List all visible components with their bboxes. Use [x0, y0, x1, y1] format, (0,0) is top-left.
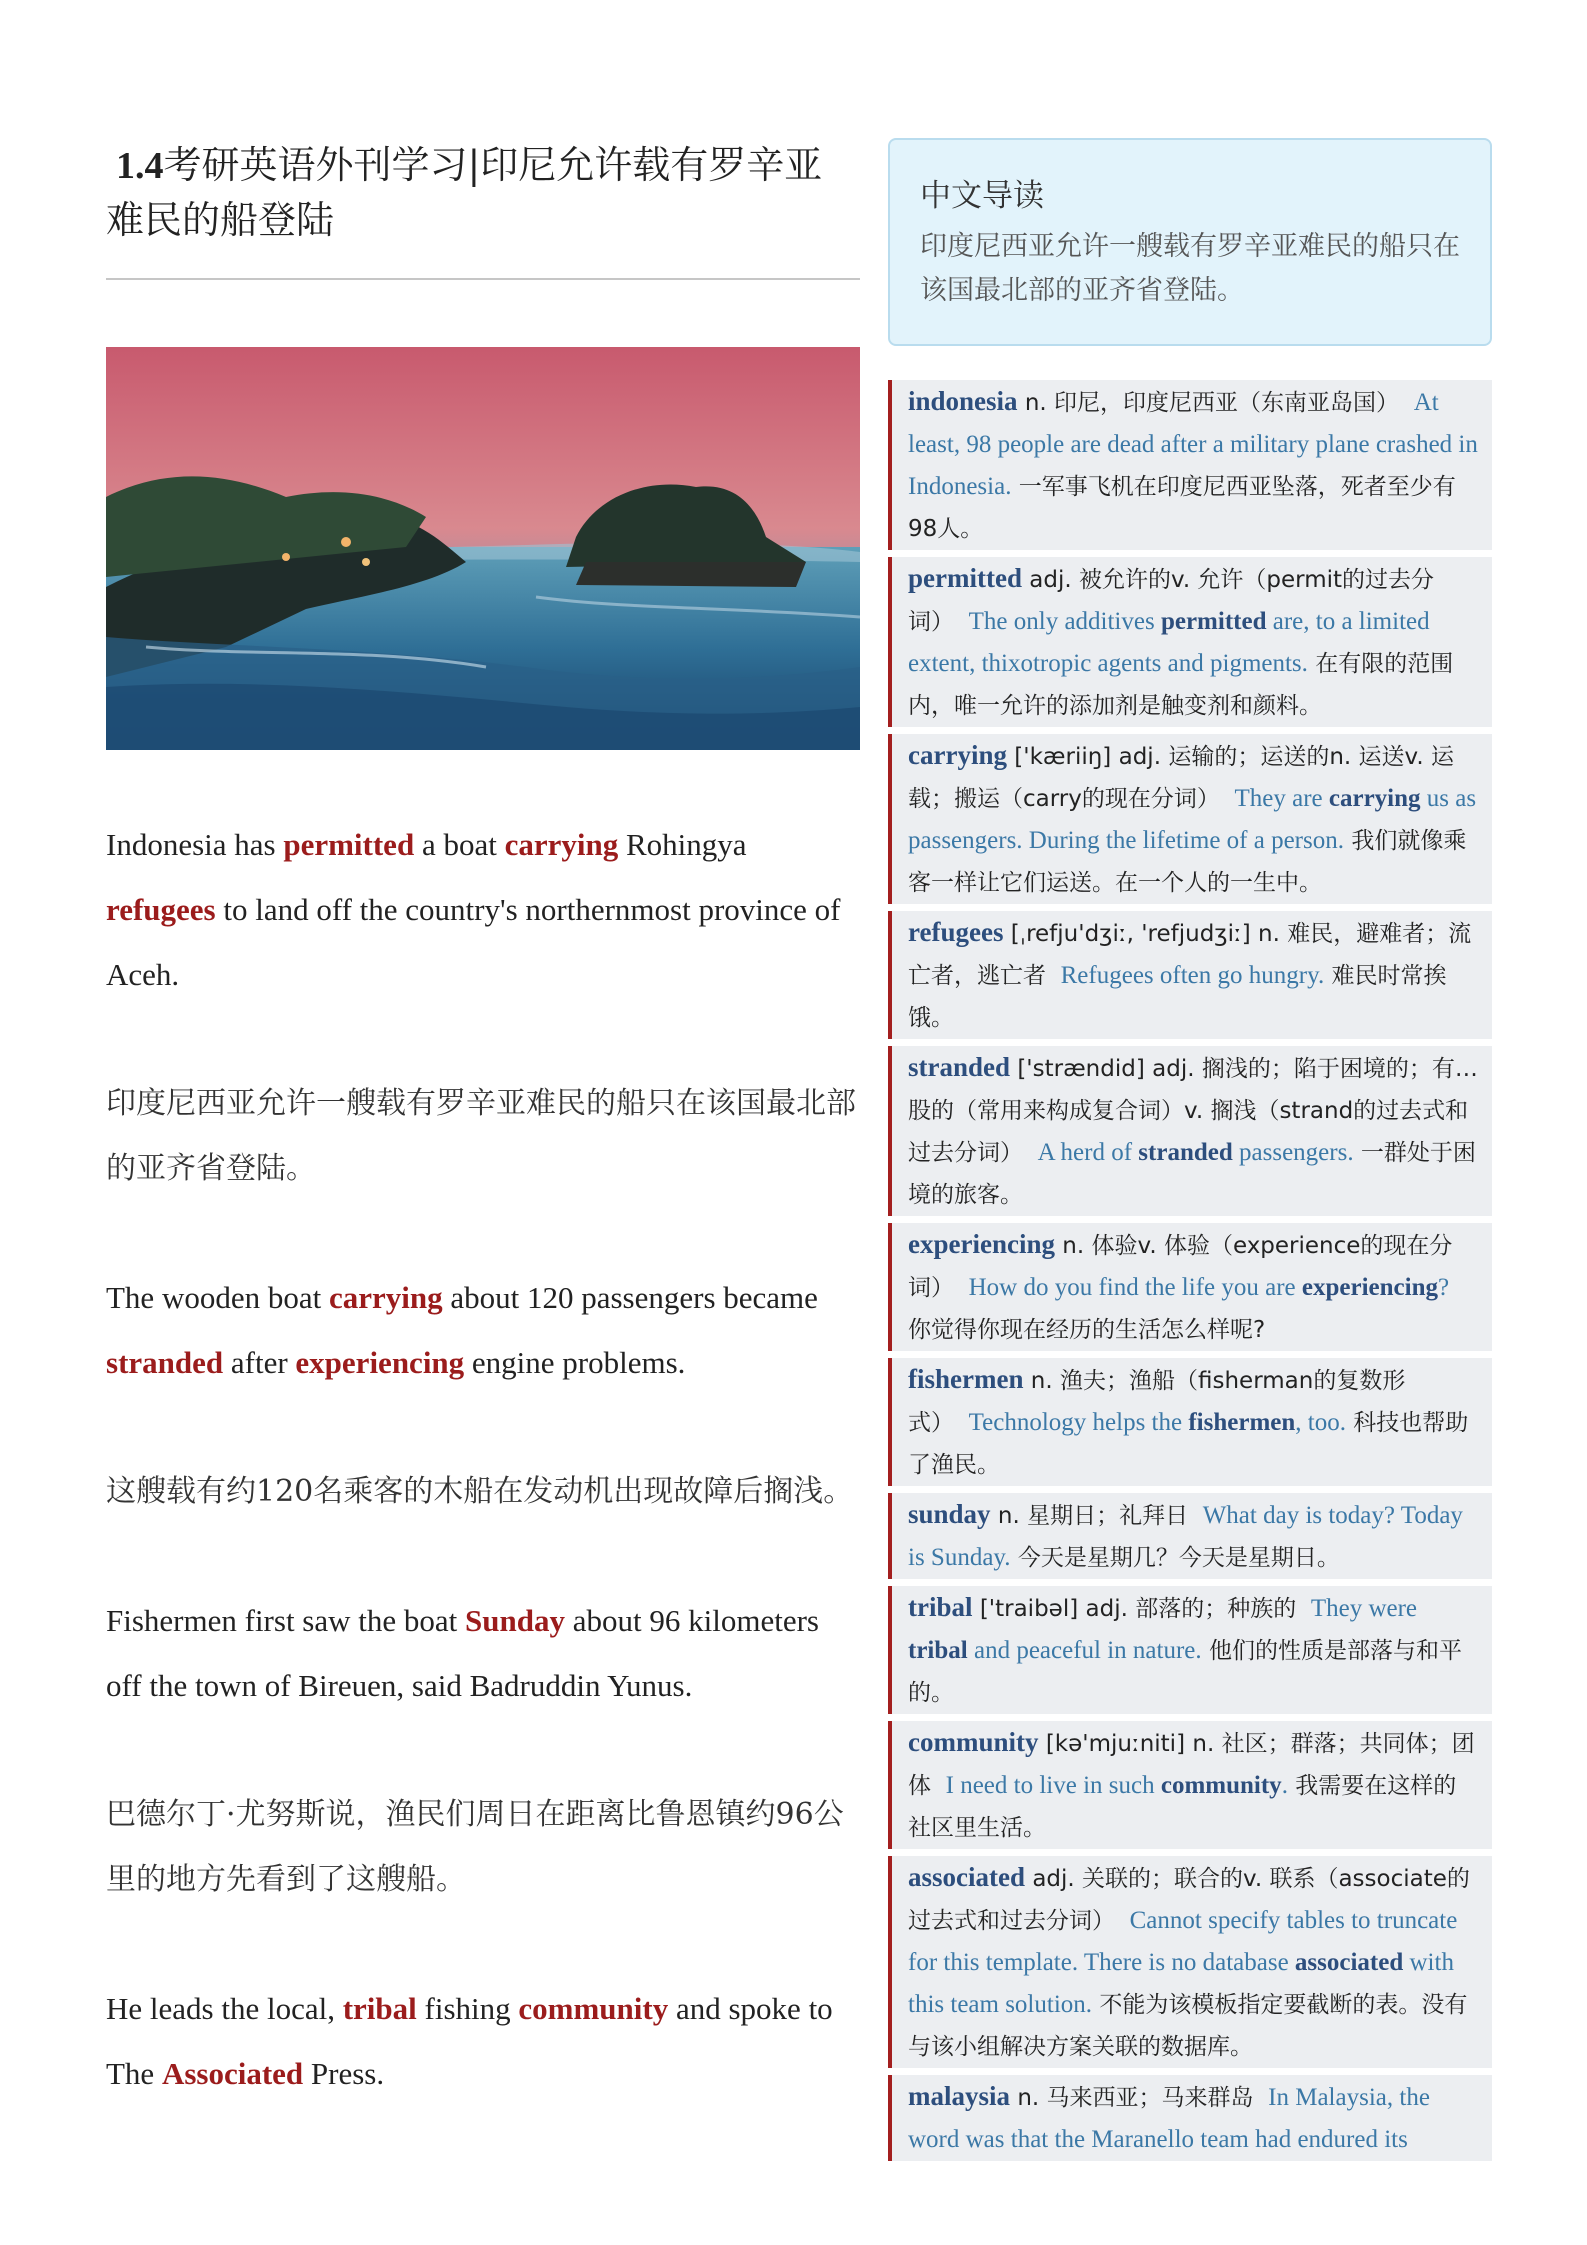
english-paragraph — [106, 1588, 860, 1718]
vocab-definition: adj. 运输的；运送的n. 运送v. 运载；搬运（carry的现在分词） — [908, 744, 1454, 812]
vocab-example — [969, 1274, 1449, 1301]
vocabulary-list — [888, 380, 1492, 2168]
paragraph-text: fishing — [416, 1991, 519, 2026]
example-text: Cannot specify tables to truncate for this template. There is no database — [908, 1907, 1458, 1976]
vocab-example-translation: 今天是星期几？今天是星期日。 — [1017, 1545, 1340, 1571]
paragraph-text: about 96 kilometers off the town of Bireuen, said Badruddin Yunus. — [106, 1603, 819, 1703]
paragraph-text: Fishermen first saw the boat — [106, 1603, 466, 1638]
article-body — [106, 812, 860, 2106]
vocab-entry — [888, 1358, 1492, 1486]
vocab-definition: adj. 部落的；种族的 — [1085, 1596, 1297, 1622]
vocab-example-translation: 在有限的范围内，唯一允许的添加剂是触变剂和颜料。 — [908, 651, 1454, 719]
example-keyword: permitted — [1160, 608, 1267, 635]
intro-text: 印度尼西亚允许一艘载有罗辛亚难民的船只在该国最北部的亚齐省登陆。 — [920, 231, 1460, 306]
example-text: A herd of — [1037, 1139, 1139, 1166]
paragraph-text: to land off the country's northernmost province of Aceh. — [106, 892, 841, 992]
paragraph-text: Rohingya — [618, 827, 747, 862]
example-keyword: experiencing — [1301, 1274, 1438, 1301]
vocab-phonetic: ['traibəl] — [979, 1596, 1079, 1622]
page-title — [106, 138, 856, 247]
highlighted-word: stranded — [106, 1345, 224, 1380]
example-text: . — [1281, 1772, 1288, 1799]
vocab-example-translation: 难民时常挨饿。 — [908, 963, 1447, 1031]
example-text: The only additives — [968, 608, 1161, 635]
vocab-word: associated — [908, 1862, 1025, 1892]
highlighted-word: community — [518, 1991, 669, 2026]
highlighted-word: tribal — [342, 1991, 417, 2026]
example-keyword: community — [1160, 1772, 1282, 1799]
example-text: Refugees often go hungry. — [1060, 962, 1325, 989]
vocab-example-translation: 我需要在这样的社区里生活。 — [908, 1773, 1457, 1841]
example-text: I need to live in such — [945, 1772, 1161, 1799]
example-text: At least, 98 people are dead after a military plane crashed in Indonesia. — [908, 389, 1478, 500]
paragraph-text: and spoke to The — [106, 1991, 833, 2091]
vocab-definition: adj. 关联的；联合的v. 联系（associate的过去式和过去分词） — [908, 1866, 1470, 1934]
vocab-example-translation: 我们就像乘客一样让它们运送。在一个人的一生中。 — [908, 828, 1467, 896]
vocab-word: tribal — [908, 1592, 973, 1622]
vocab-definition: n. 印尼，印度尼西亚（东南亚岛国） — [1024, 390, 1400, 416]
example-text: us as passengers. During the lifetime of a person. — [908, 785, 1477, 854]
example-text: and peaceful in nature. — [967, 1637, 1202, 1664]
example-text: with this team solution. — [908, 1949, 1454, 2018]
paragraph-text: about 120 passengers became — [442, 1280, 818, 1315]
paragraph-text: engine problems. — [464, 1345, 686, 1380]
vocab-definition: n. 马来西亚；马来群岛 — [1017, 2085, 1254, 2111]
example-text: They are — [1234, 785, 1329, 812]
vocab-definition: n. 难民，避难者；流亡者，逃亡者 — [908, 921, 1472, 989]
example-text: ? — [1437, 1274, 1450, 1301]
vocab-phonetic: ['kæriiŋ] — [1014, 744, 1112, 770]
vocab-example — [1061, 962, 1325, 989]
example-keyword: stranded — [1138, 1139, 1233, 1166]
vocab-word: indonesia — [908, 386, 1018, 416]
paragraph-spacer — [106, 1007, 860, 1071]
highlighted-word: carrying — [504, 827, 619, 862]
vocab-definition: n. 体验v. 体验（experience的现在分词） — [908, 1233, 1453, 1301]
title-divider — [106, 278, 860, 280]
paragraph-spacer — [106, 1524, 860, 1588]
vocab-definition: n. 渔夫；渔船（fisherman的复数形式） — [908, 1368, 1406, 1436]
header-photo — [106, 347, 860, 750]
paragraph-text: He leads the local, — [106, 1991, 343, 2026]
highlighted-word: Associated — [161, 2056, 304, 2091]
vocab-example-translation: 一群处于困境的旅客。 — [908, 1140, 1476, 1208]
chinese-translation: 这艘载有约120名乘客的木船在发动机出现故障后搁浅。 — [106, 1474, 854, 1509]
paragraph-text: Press. — [303, 2056, 385, 2091]
vocab-definition: n. 星期日；礼拜日 — [997, 1503, 1189, 1529]
vocab-phonetic: [kə'mjuːniti] — [1045, 1731, 1186, 1757]
example-text: How do you find the life you are — [968, 1274, 1302, 1301]
vocab-entry — [888, 734, 1492, 904]
highlighted-word: carrying — [328, 1280, 443, 1315]
paragraph-text: The wooden boat — [106, 1280, 329, 1315]
vocab-word: community — [908, 1727, 1039, 1757]
vocab-definition: n. 社区；群落；共同体；团体 — [908, 1731, 1475, 1799]
paragraph-spacer — [106, 1201, 860, 1265]
example-text: are, to a limited extent, thixotropic agents and pigments. — [908, 608, 1430, 677]
lesson-number: 1.4 — [116, 145, 164, 187]
highlighted-word: experiencing — [295, 1345, 465, 1380]
vocab-word: stranded — [908, 1052, 1011, 1082]
vocab-word: permitted — [908, 563, 1022, 593]
english-paragraph — [106, 1976, 860, 2106]
paragraph-text: Indonesia has — [106, 827, 284, 862]
vocab-entry — [888, 2075, 1492, 2161]
example-text: They were — [1310, 1595, 1418, 1622]
chinese-intro-box — [888, 138, 1492, 346]
chinese-translation: 印度尼西亚允许一艘载有罗辛亚难民的船只在该国最北部的亚齐省登陆。 — [106, 1086, 856, 1186]
paragraph-spacer — [106, 1718, 860, 1782]
vocab-example-translation: 他们的性质是部落与和平的。 — [908, 1638, 1462, 1706]
title-text: 考研英语外刊学习|印尼允许载有罗辛亚难民的船登陆 — [106, 143, 823, 242]
vocab-entry — [888, 380, 1492, 550]
vocab-word: carrying — [908, 740, 1007, 770]
highlighted-word: Sunday — [465, 1603, 565, 1638]
vocab-definition: adj. 被允许的v. 允许（permit的过去分词） — [908, 567, 1435, 635]
vocab-phonetic: ['strændid] — [1017, 1056, 1145, 1082]
example-keyword: fishermen — [1188, 1409, 1296, 1436]
example-keyword: tribal — [908, 1637, 968, 1664]
example-text: Technology helps the — [968, 1409, 1189, 1436]
vocab-definition: adj. 搁浅的；陷于困境的；有…股的（常用来构成复合词）v. 搁浅（strand的过去式和过去分词） — [908, 1056, 1478, 1166]
paragraph-text: after — [223, 1345, 296, 1380]
vocab-entry — [888, 557, 1492, 727]
vocab-entry — [888, 1721, 1492, 1849]
example-text: passengers. — [1232, 1139, 1354, 1166]
example-keyword: associated — [1294, 1949, 1404, 1976]
paragraph-text: a boat — [414, 827, 505, 862]
paragraph-spacer — [106, 1395, 860, 1459]
vocab-example-translation: 不能为该模板指定要截断的表。没有与该小组解决方案关联的数据库。 — [908, 1992, 1468, 2060]
vocab-entry — [888, 1493, 1492, 1579]
vocab-entry — [888, 1586, 1492, 1714]
highlighted-word: refugees — [106, 892, 216, 927]
example-text: In Malaysia, the word was that the Maranello team had endured its — [908, 2084, 1430, 2153]
highlighted-word: permitted — [283, 827, 415, 862]
vocab-example-translation: 一军事飞机在印度尼西亚坠落，死者至少有98人。 — [908, 474, 1456, 542]
vocab-example — [969, 1409, 1346, 1436]
vocab-example — [1038, 1139, 1354, 1166]
vocab-example-translation: 科技也帮助了渔民。 — [908, 1410, 1469, 1478]
vocab-example-translation: 你觉得你现在经历的生活怎么样呢? — [908, 1317, 1266, 1343]
vocab-entry — [888, 911, 1492, 1039]
vocab-example — [946, 1772, 1288, 1799]
chinese-translation: 巴德尔丁·尤努斯说，渔民们周日在距离比鲁恩镇约96公里的地方先看到了这艘船。 — [106, 1797, 844, 1897]
intro-heading: 中文导读 — [920, 178, 1044, 214]
vocab-entry — [888, 1223, 1492, 1351]
vocab-word: refugees — [908, 917, 1004, 947]
vocab-phonetic: [ˌrefju'dʒiː, 'refjudʒiː] — [1010, 921, 1251, 947]
english-paragraph — [106, 812, 860, 1007]
example-text: What day is today? Today is Sunday. — [908, 1502, 1463, 1571]
vocab-entry — [888, 1856, 1492, 2068]
example-text: , too. — [1295, 1409, 1346, 1436]
paragraph-spacer — [106, 1912, 860, 1976]
vocab-word: malaysia — [908, 2081, 1011, 2111]
vocab-word: experiencing — [908, 1229, 1055, 1259]
vocab-word: fishermen — [908, 1364, 1024, 1394]
example-keyword: carrying — [1328, 785, 1421, 812]
english-paragraph — [106, 1265, 860, 1395]
vocab-entry — [888, 1046, 1492, 1216]
vocab-word: sunday — [908, 1499, 991, 1529]
